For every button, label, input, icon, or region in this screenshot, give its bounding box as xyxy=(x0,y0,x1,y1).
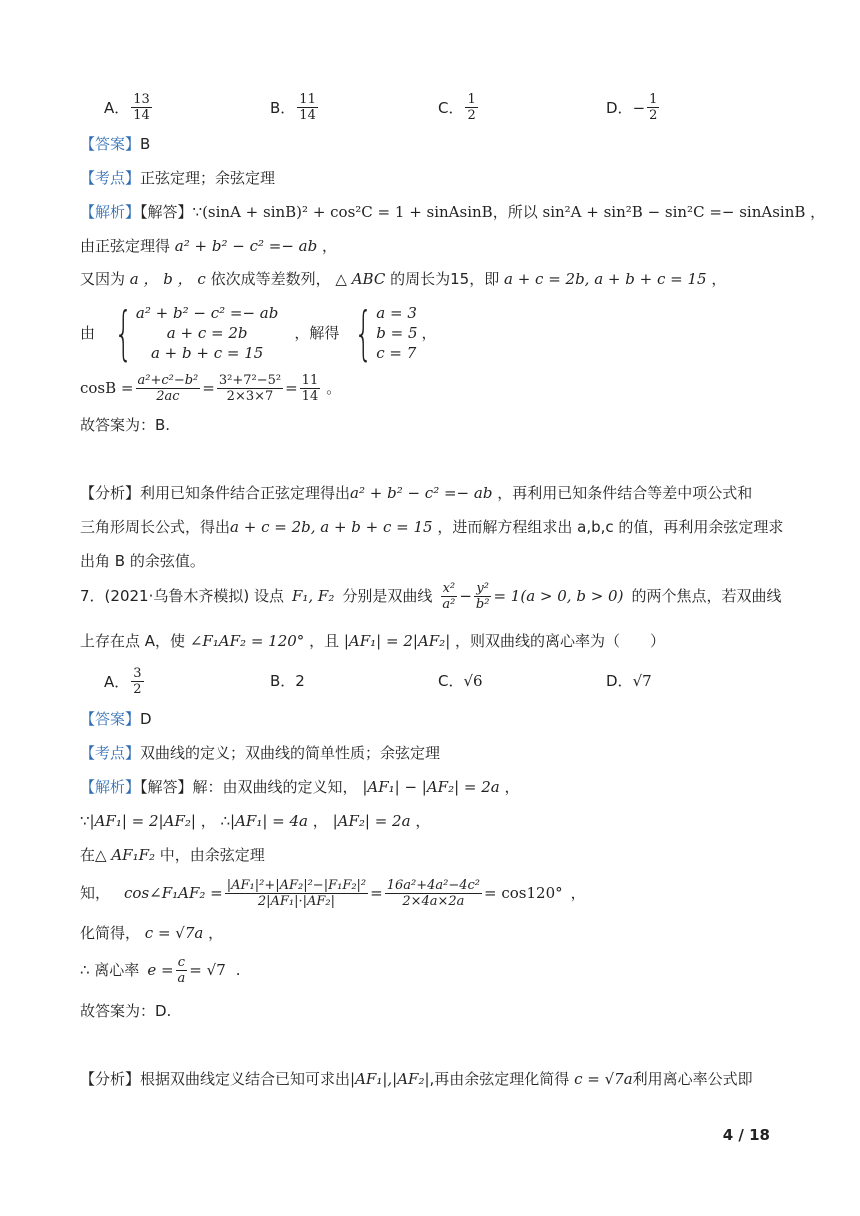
q6-option-a xyxy=(104,92,154,123)
text: ,再由余弦定理化简得 xyxy=(429,1070,570,1088)
option-letter: B． xyxy=(270,672,296,690)
text: 。 xyxy=(326,379,342,397)
q6-option-d xyxy=(606,92,661,123)
equation: F₁, F₂ xyxy=(291,587,335,605)
text: ，所以 xyxy=(492,203,538,221)
text: ， xyxy=(711,270,727,288)
q6-option-c xyxy=(438,92,480,123)
system-row: a + b + c = 15 xyxy=(150,344,264,362)
text: ，且 xyxy=(309,632,340,650)
text: 知， xyxy=(80,884,111,902)
q6-option-a-letter: A． xyxy=(104,99,130,117)
text: 由 xyxy=(80,324,96,342)
left-brace-icon: { xyxy=(354,299,374,367)
equation: |AF₁|,|AF₂| xyxy=(350,1070,430,1088)
text: 【解答】解：由双曲线的定义知， xyxy=(140,778,358,796)
q6-solution-line-1 xyxy=(80,201,825,223)
equation: c = √7a xyxy=(144,924,204,942)
text: ，解得 xyxy=(294,324,340,342)
q6-solution-system xyxy=(80,299,437,367)
knowledge-tag: 【考点】 xyxy=(80,169,141,187)
text: 根据双曲线定义结合已知可求出 xyxy=(140,1070,351,1088)
option-value: √7 xyxy=(632,671,652,690)
knowledge-tag: 【考点】 xyxy=(80,744,141,762)
q7-solution-line-4: 知， cos∠F₁AF₂ = $\frac{\text{|AF₁|²+|AF₂|²−|F₁F₂|²}}{\text{2|AF₁|·|AF₂|}}$ = $\frac{\text{16a²+4a²−4c²}}{2\times 4a\times 2a}$ = cos120° ， xyxy=(80,877,586,909)
text: ， xyxy=(322,237,338,255)
q6-option-b xyxy=(270,92,320,123)
text: ， xyxy=(570,884,586,902)
equation: = 1(a > 0, b > 0) xyxy=(493,587,624,605)
solution-tag: 【解析】 xyxy=(80,778,141,796)
q6-option-d-sign: − xyxy=(632,98,646,117)
system-row: b = 5 xyxy=(376,324,418,342)
left-brace-icon: { xyxy=(114,299,133,367)
text: 又因为 xyxy=(80,270,126,288)
text: 分别是双曲线 xyxy=(342,587,433,605)
text: ， xyxy=(415,812,431,830)
q7-option-a xyxy=(104,666,146,697)
equation: cos∠F₁AF₂ = xyxy=(124,884,223,902)
page-current: 4 xyxy=(722,1126,734,1144)
equation: ∠F₁AF₂ = 120° xyxy=(189,632,305,650)
fraction: $\frac{\text{a²+c²−b²}}{2ac}$ xyxy=(137,372,199,404)
text: ， xyxy=(504,778,520,796)
fraction: $\frac{3}{2}$ xyxy=(133,666,142,697)
equation: a + c = 2b, a + b + c = 15 xyxy=(503,270,707,288)
system-row: c = 7 xyxy=(376,344,417,362)
q7-option-d xyxy=(606,670,652,691)
knowledge-text: 双曲线的定义；双曲线的简单性质；余弦定理 xyxy=(140,744,441,762)
q6-analysis-line-3: 出角 B 的余弦值。 xyxy=(80,552,205,570)
equation-system xyxy=(136,303,278,363)
q6-knowledge-point xyxy=(80,167,275,189)
text: ，进而解方程组求出 a,b,c 的值，再利用余弦定理求 xyxy=(437,518,784,536)
text: 依次成等差数列， xyxy=(210,270,331,288)
variables: a ， b ， c xyxy=(129,270,206,288)
option-letter: A． xyxy=(104,673,130,691)
text: ∴ 离心率 xyxy=(80,961,140,979)
equation: a² + b² − c² =− ab xyxy=(174,237,318,255)
text: 利用已知条件结合正弦定理得出 xyxy=(140,484,351,502)
q6-option-b-letter: B． xyxy=(270,99,296,117)
q7-knowledge-point xyxy=(80,742,440,764)
text: 的两个焦点，若双曲线 xyxy=(631,587,782,605)
page-total: 18 xyxy=(749,1126,770,1144)
answer-value: D xyxy=(140,710,152,728)
equation: (sinA + sinB)² + cos²C = 1 + sinAsinB xyxy=(202,203,493,221)
text: ∴ xyxy=(220,812,231,830)
text: ，则双曲线的离心率为（ ） xyxy=(455,632,666,650)
text: 利用离心率公式即 xyxy=(632,1070,753,1088)
q7-option-c xyxy=(438,670,483,691)
equation: |AF₂| = 2a xyxy=(332,812,411,830)
triangle: AF₁F₂ xyxy=(111,846,156,864)
text: . xyxy=(235,961,241,979)
equation: = √7 xyxy=(189,961,226,979)
knowledge-text: 正弦定理；余弦定理 xyxy=(140,169,276,187)
equation: cosB = xyxy=(80,379,134,397)
text: 化简得， xyxy=(80,924,141,942)
q7-solution-line-5 xyxy=(80,922,223,944)
q7-analysis xyxy=(80,1068,753,1090)
text: 的周长为15，即 xyxy=(390,270,500,288)
text: 上存在点 A，使 xyxy=(80,632,186,650)
triangle: △ ABC xyxy=(335,270,386,288)
text: ， xyxy=(421,324,437,342)
text: 三角形周长公式，得出 xyxy=(80,518,231,536)
q7-solution-line-6 xyxy=(80,952,241,988)
equation: c = √7a xyxy=(574,1070,633,1088)
analysis-tag: 【分析】 xyxy=(80,1070,141,1088)
text: ， xyxy=(312,812,328,830)
text: ， xyxy=(208,924,224,942)
q6-answer xyxy=(80,133,150,155)
answer-value: B xyxy=(140,135,151,153)
option-letter: D． xyxy=(606,672,633,690)
equation: |AF₁| = 4a xyxy=(230,812,308,830)
text: ， xyxy=(810,203,826,221)
system-row: a + c = 2b xyxy=(166,324,248,342)
page-number xyxy=(723,1126,770,1144)
equation: |AF₁| − |AF₂| = 2a xyxy=(362,778,500,796)
fraction: $\frac{\text{3²+7²−5²}}{2\times 3\times 7}$ xyxy=(218,372,282,404)
q6-option-c-letter: C． xyxy=(438,99,464,117)
fraction: $\frac{\text{16a²+4a²−4c²}}{2\times 4a\times 2a}$ xyxy=(386,877,481,909)
option-letter: C． xyxy=(438,672,464,690)
answer-tag: 【答案】 xyxy=(80,135,141,153)
text: 由正弦定理得 xyxy=(80,237,171,255)
q6-option-a-fraction: $\frac{13}{14}$ xyxy=(133,92,150,123)
equation: |AF₁| = 2|AF₂| xyxy=(343,632,451,650)
text: 中，由余弦定理 xyxy=(159,846,265,864)
text: ∵ xyxy=(80,812,90,830)
q6-solution-line-2 xyxy=(80,235,337,257)
q6-option-b-fraction: $\frac{11}{14}$ xyxy=(299,92,316,123)
q6-option-c-fraction: $\frac{1}{2}$ xyxy=(467,92,476,123)
q6-analysis-line-1 xyxy=(80,482,752,504)
equation: e = xyxy=(147,961,174,979)
option-value: 2 xyxy=(295,671,305,690)
solution-system xyxy=(376,303,417,363)
analysis-tag: 【分析】 xyxy=(80,484,141,502)
text: ，再利用已知条件结合等差中项公式和 xyxy=(497,484,753,502)
text: 7．(2021·乌鲁木齐模拟) 设点 xyxy=(80,587,284,605)
equation: |AF₁| = 2|AF₂| xyxy=(89,812,196,830)
fraction: $\frac{c}{a}$ xyxy=(177,954,186,986)
q7-solution-line-2 xyxy=(80,810,430,832)
solution-tag: 【解析】 xyxy=(80,203,141,221)
text: ， xyxy=(200,812,216,830)
q6-option-d-letter: D． xyxy=(606,99,633,117)
fraction: $\frac{\text{y²}}{\text{b²}}$ xyxy=(475,580,490,612)
text: 在△ xyxy=(80,846,107,864)
equation: = cos120° xyxy=(484,884,563,902)
q7-conclusion: 故答案为：D. xyxy=(80,1002,172,1020)
q6-cos-formula: cosB = $\frac{\text{a²+c²−b²}}{2ac}$ = $\frac{\text{3²+7²−5²}}{2\times 3\times 7}$ = $\frac{11}{14}$ 。 xyxy=(80,372,342,404)
fraction: $\frac{\text{x²}}{\text{a²}}$ xyxy=(442,580,456,612)
solution-prefix: 【解答】∵ xyxy=(140,203,203,221)
q6-solution-line-3 xyxy=(80,268,726,290)
fraction: $\frac{\text{|AF₁|²+|AF₂|²−|F₁F₂|²}}{\text{2|AF₁|·|AF₂|}}$ xyxy=(226,877,367,909)
q7-solution-line-3 xyxy=(80,844,265,866)
system-row: a = 3 xyxy=(376,304,417,322)
page-separator: / xyxy=(733,1126,750,1144)
q6-analysis-line-2 xyxy=(80,516,783,538)
system-row: a² + b² − c² =− ab xyxy=(135,304,279,322)
equation: sin²A + sin²B − sin²C =− sinAsinB xyxy=(542,203,806,221)
equation: a² + b² − c² =− ab xyxy=(350,484,493,502)
q7-answer xyxy=(80,708,152,730)
q7-solution-line-1 xyxy=(80,776,520,798)
q6-option-d-fraction: $\frac{1}{2}$ xyxy=(649,92,658,123)
q7-stem-line-2 xyxy=(80,630,665,652)
option-value: √6 xyxy=(463,671,483,690)
q7-option-b xyxy=(270,670,305,691)
q7-stem-line-1: 7．(2021·乌鲁木齐模拟) 设点 F₁, F₂ 分别是双曲线 $\frac{\text{x²}}{\text{a²}}$ − $\frac{\text{y²}}{\text{b²}}$ = 1(a > 0, b > 0) 的两个焦点，若双曲线 xyxy=(80,580,782,612)
fraction: $\frac{11}{14}$ xyxy=(301,372,319,404)
equation: a + c = 2b, a + b + c = 15 xyxy=(230,518,433,536)
q6-conclusion: 故答案为：B. xyxy=(80,416,171,434)
answer-tag: 【答案】 xyxy=(80,710,141,728)
